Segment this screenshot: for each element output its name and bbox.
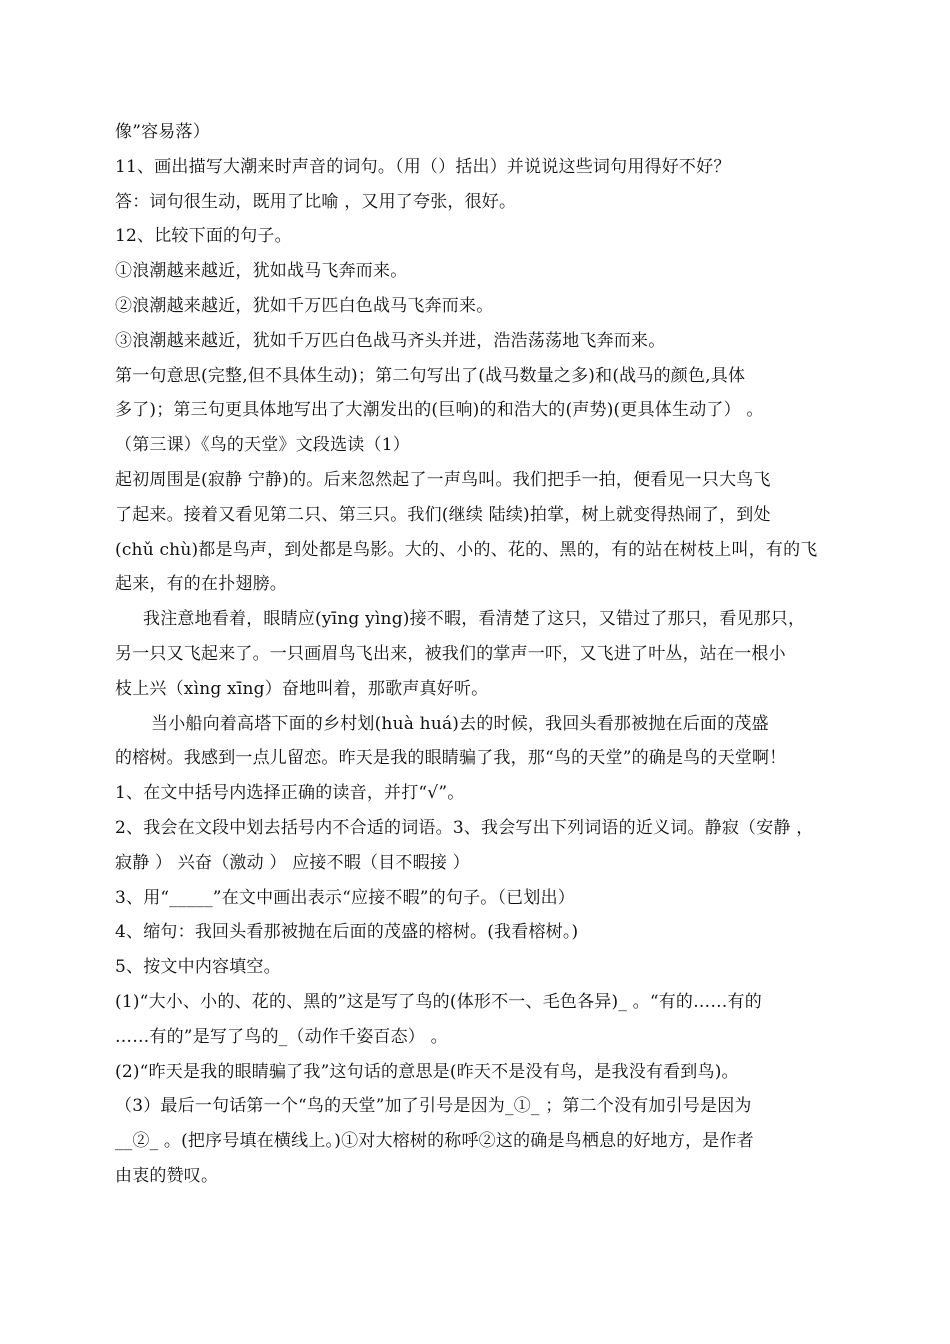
sentence-1: ①浪潮越来越近，犹如战马飞奔而来。 <box>115 261 408 282</box>
exercise-5-3-end: 由衷的赞叹。 <box>115 1165 219 1186</box>
comparison-answer: 第一句意思(完整,但不具体生动)；第二句写出了(战马数量之多)和(战马的颜色,具体 <box>115 365 746 386</box>
exercise-4: 4、缩句：我回头看那被抛在后面的茂盛的榕树。(我看榕树。) <box>115 922 579 943</box>
exercise-1: 1、在文中括号内选择正确的读音，并打“√”。 <box>115 783 465 804</box>
exercise-5: 5、按文中内容填空。 <box>115 957 281 978</box>
document-body <box>115 115 845 1194</box>
section-heading: （第三课）《鸟的天堂》文段选读（1） <box>115 435 410 456</box>
exercise-5-3: （3）最后一句话第一个“鸟的天堂”加了引号是因为_①_ ；第二个没有加引号是因为 <box>115 1096 752 1117</box>
passage-line: 的榕树。我感到一点儿留恋。昨天是我的眼睛骗了我，那“鸟的天堂”的确是鸟的天堂啊！ <box>115 748 787 769</box>
exercise-5-1: (1)“大小、小的、花的、黑的”这是写了鸟的(体形不一、毛色各异)_ 。“有的……有的 <box>115 991 762 1012</box>
question-12: 12、比较下面的句子。 <box>115 226 292 247</box>
passage-line: 我注意地看着，眼睛应(yīng yìng)接不暇，看清楚了这只，又错过了那只，看见那只， <box>143 609 806 630</box>
passage-line: 起初周围是(寂静 宁静)的。后来忽然起了一声鸟叫。我们把手一拍，便看见一只大鸟飞 <box>115 469 771 490</box>
question-11: 11、画出描写大潮来时声音的词句。（用（）括出）并说说这些词句用得好不好？ <box>115 156 731 177</box>
exercise-3-answer: 寂静 ） 兴奋（激动 ） 应接不暇（目不暇接 ） <box>115 852 470 873</box>
comparison-answer-cont: 多了)；第三句更具体地写出了大潮发出的(巨响)的和浩大的(声势)(更具体生动了） 。 <box>115 400 764 421</box>
passage-line: 当小船向着高塔下面的乡村划(huà huá)去的时候，我回头看那被抛在后面的茂盛 <box>151 713 769 734</box>
sentence-2: ②浪潮越来越近，犹如千万匹白色战马飞奔而来。 <box>115 295 494 316</box>
passage-line: 枝上兴（xìng xīng）奋地叫着，那歌声真好听。 <box>115 678 489 699</box>
answer-11: 答：词句很生动，既用了比喻 ，又用了夸张，很好。 <box>115 191 517 212</box>
sentence-3: ③浪潮越来越近，犹如千万匹白色战马齐头并进，浩浩荡荡地飞奔而来。 <box>115 330 666 351</box>
exercise-5-2: (2)“昨天是我的眼睛骗了我”这句话的意思是(昨天不是没有鸟，是我没有看到鸟)。 <box>115 1061 739 1082</box>
exercise-5-1-cont: ……有的”是写了鸟的_（动作千姿百态） 。 <box>115 1026 448 1047</box>
passage-line: 了起来。接着又看见第二只、第三只。我们(继续 陆续)拍掌，树上就变得热闹了，到处 <box>115 504 771 525</box>
passage-line: 起来，有的在扑翅膀。 <box>115 574 287 595</box>
passage-line: (chǔ chù)都是鸟声，到处都是鸟影。大的、小的、花的、黑的，有的站在树枝上叫，有的飞 <box>115 539 818 560</box>
exercise-3: 3、用“_____”在文中画出表示“应接不暇”的句子。（已划出） <box>115 887 575 908</box>
exercise-5-3-cont: __②_ 。(把序号填在横线上。)①对大榕树的称呼②这的确是鸟栖息的好地方，是作者 <box>115 1131 754 1152</box>
passage-line: 另一只又飞起来了。一只画眉鸟飞出来，被我们的掌声一吓，又飞进了叶丛，站在一根小 <box>115 643 786 664</box>
text-line: 像”容易落） <box>115 122 210 142</box>
exercise-2-3: 2、我会在文段中划去括号内不合适的词语。3、我会写出下列词语的近义词。静寂（安静 ， <box>115 817 814 838</box>
